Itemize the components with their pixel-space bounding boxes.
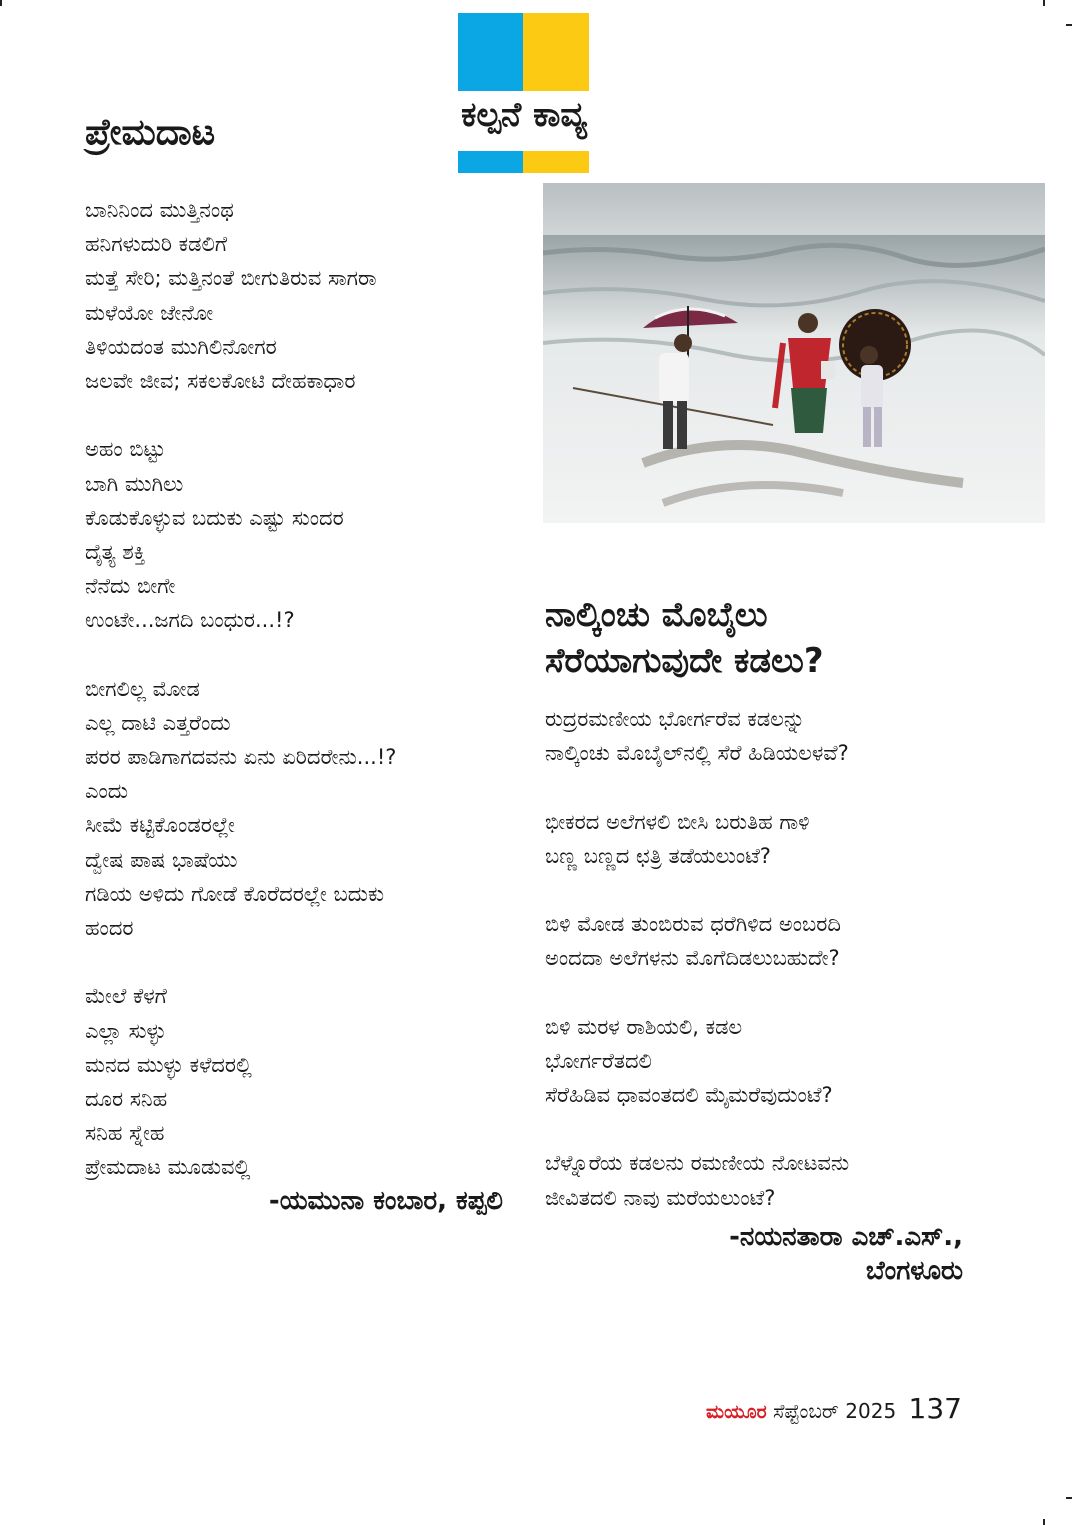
poem-line: ಬಿಳಿ ಮೋಡ ತುಂಬಿರುವ ಧರೆಗಿಳಿದ ಅಂಬರದಿ [545, 912, 841, 937]
poem-line: ಸೀಮೆ ಕಟ್ಟಿಕೊಂಡರಲ್ಲೇ [85, 813, 235, 838]
poem-line: ಪರರ ಪಾಡಿಗಾಗದವನು ಏನು ಏರಿದರೇನು...!? [85, 745, 397, 769]
poem-line: ಸನಿಹ ಸ್ನೇಹ [85, 1121, 165, 1146]
beach-umbrellas-photo [543, 183, 1045, 523]
poem-line: ಭೋರ್ಗರೆತದಲಿ [545, 1048, 652, 1073]
crop-mark [1043, 1519, 1045, 1525]
poem-line: ಅಂದದಾ ಅಲೆಗಳನು ಮೊಗೆದಿಡಲುಬಹುದೇ? [545, 946, 840, 971]
poem-line: ಮನದ ಮುಳ್ಳು ಕಳೆದರಲ್ಲಿ [85, 1052, 252, 1077]
poem-line: ಹನಿಗಳುದುರಿ ಕಡಲಿಗೆ [85, 232, 228, 257]
section-label: ಕಲ್ಪನೆ ಕಾವ್ಯ [461, 95, 587, 135]
poem-line: ನೆನೆದು ಬೀಗೇ [85, 574, 176, 599]
logo-yellow-block [523, 13, 589, 91]
logo-yellow-strip [523, 151, 589, 173]
poem-line: ಪ್ರೇಮದಾಟ ಮೂಡುವಲ್ಲಿ [85, 1155, 251, 1180]
crop-mark [1066, 24, 1072, 26]
stanza-break [545, 1112, 849, 1146]
poem-author-right-line: ಬೆಂಗಳೂರು [865, 1256, 963, 1286]
poem-line: ದೂರ ಸನಿಹ [85, 1086, 168, 1111]
poem-line: ನಾಲ್ಕಿಂಚು ಮೊಬೈಲ್‌ನಲ್ಲಿ ಸೆರೆ ಹಿಡಿಯಲಳವೆ? [545, 741, 849, 766]
issue-date: ಸೆಪ್ಟೆಂಬರ್ 2025 [772, 1399, 897, 1423]
poem-line: ಮತ್ತೆ ಸೇರಿ; ಮತ್ತಿನಂತೆ ಬೀಗುತಿರುವ ಸಾಗರಾ [85, 266, 377, 291]
crop-mark [0, 0, 2, 6]
poem-line: ಉಂಟೇ...ಜಗದಿ ಬಂಧುರ...!? [85, 608, 295, 633]
poem-line: ಹಂದರ [85, 915, 134, 940]
poem-author-left: -ಯಮುನಾ ಕಂಬಾರ, ಕಪ್ಪಲಿ [268, 1186, 503, 1216]
poem-title-left: ಪ್ರೇಮದಾಟ [85, 112, 216, 153]
poem-line: ತಿಳಿಯದಂತ ಮುಗಿಲಿನೋಗರ [85, 334, 277, 359]
logo-blue-block [458, 13, 523, 91]
poem-line: ಮಳೆಯೋ ಜೇನೋ [85, 300, 214, 325]
poem-line: ಜಲವೇ ಜೀವ; ಸಕಲಕೋಟಿ ದೇಹಕಾಧಾರ [85, 368, 356, 393]
stanza-break [545, 873, 849, 907]
stanza-break [85, 945, 396, 979]
crop-mark [1043, 0, 1045, 6]
magazine-name: ಮಯೂರ [706, 1401, 767, 1423]
page-footer [706, 1392, 962, 1425]
stanza-break [545, 770, 849, 804]
poem-body-right [545, 702, 849, 1215]
poem-line: ಬಾಗಿ ಮುಗಿಲು [85, 471, 184, 496]
poem-line: ಅಹಂ ಬಿಟ್ಟು [85, 437, 166, 462]
poem-author-right-line: -ನಯನತಾರಾ ಎಚ್.ಎಸ್., [729, 1222, 963, 1252]
poem-title-right-line: ಸೆರೆಯಾಗುವುದೇ ಕಡಲು? [545, 641, 824, 681]
poem-line: ಬೆಳ್ನೊರೆಯ ಕಡಲನು ರಮಣೀಯ ನೋಟವನು [545, 1151, 850, 1176]
page-number: 137 [908, 1392, 962, 1425]
section-logo [458, 13, 589, 161]
poem-line: ಬಣ್ಣ ಬಣ್ಣದ ಛತ್ರಿ ತಡೆಯಲುಂಟೆ? [545, 843, 771, 868]
poem-line: ಬಾನಿನಿಂದ ಮುತ್ತಿನಂಥ [85, 198, 234, 222]
stanza-break [545, 976, 849, 1010]
poem-line: ಭೀಕರದ ಅಲೆಗಳಲಿ ಬೀಸಿ ಬರುತಿಹ ಗಾಳಿ [545, 809, 810, 834]
poem-title-right-line: ನಾಲ್ಕಿಂಚು ಮೊಬೈಲು [545, 595, 768, 635]
poem-line: ಕೊಡುಕೊಳ್ಳುವ ಬದುಕು ಎಷ್ಟು ಸುಂದರ [85, 505, 344, 530]
poem-line: ಮೇಲೆ ಕೆಳಗೆ [85, 984, 167, 1009]
poem-line: ಎಲ್ಲ ದಾಟಿ ಎತ್ತರೆಂದು [85, 710, 231, 735]
stanza-break [85, 398, 396, 432]
poem-line: ಗಡಿಯ ಅಳಿದು ಗೋಡೆ ಕೊರೆದರಲ್ಲೇ ಬದುಕು [85, 881, 385, 906]
poem-line: ದೈತ್ಯ ಶಕ್ತಿ [85, 539, 146, 564]
poem-line: ಬೀಗಲಿಲ್ಲ ಮೋಡ [85, 676, 200, 701]
poem-body-left [85, 193, 396, 1184]
poem-author-right [545, 1220, 963, 1288]
poem-line: ಸೆರೆಹಿಡಿವ ಧಾವಂತದಲಿ ಮೈಮರೆವುದುಂಟೆ? [545, 1083, 833, 1108]
poem-line: ರುದ್ರರಮಣೀಯ ಭೋರ್ಗರೆವ ಕಡಲನ್ನು [545, 707, 806, 731]
crop-mark [1066, 1497, 1072, 1499]
poem-title-right [545, 592, 824, 684]
poem-line: ಜೀವಿತದಲಿ ನಾವು ಮರೆಯಲುಂಟೆ? [545, 1185, 776, 1210]
poem-line: ಎಂದು [85, 779, 129, 804]
poem-line: ಬಿಳಿ ಮರಳ ರಾಶಿಯಲಿ, ಕಡಲ [545, 1014, 743, 1039]
poem-line: ಎಲ್ಲಾ ಸುಳ್ಳು [85, 1018, 166, 1043]
poem-line: ದ್ವೇಷ ಪಾಷ ಭಾಷೆಯು [85, 847, 238, 872]
stanza-break [85, 637, 396, 671]
logo-blue-strip [458, 151, 523, 173]
